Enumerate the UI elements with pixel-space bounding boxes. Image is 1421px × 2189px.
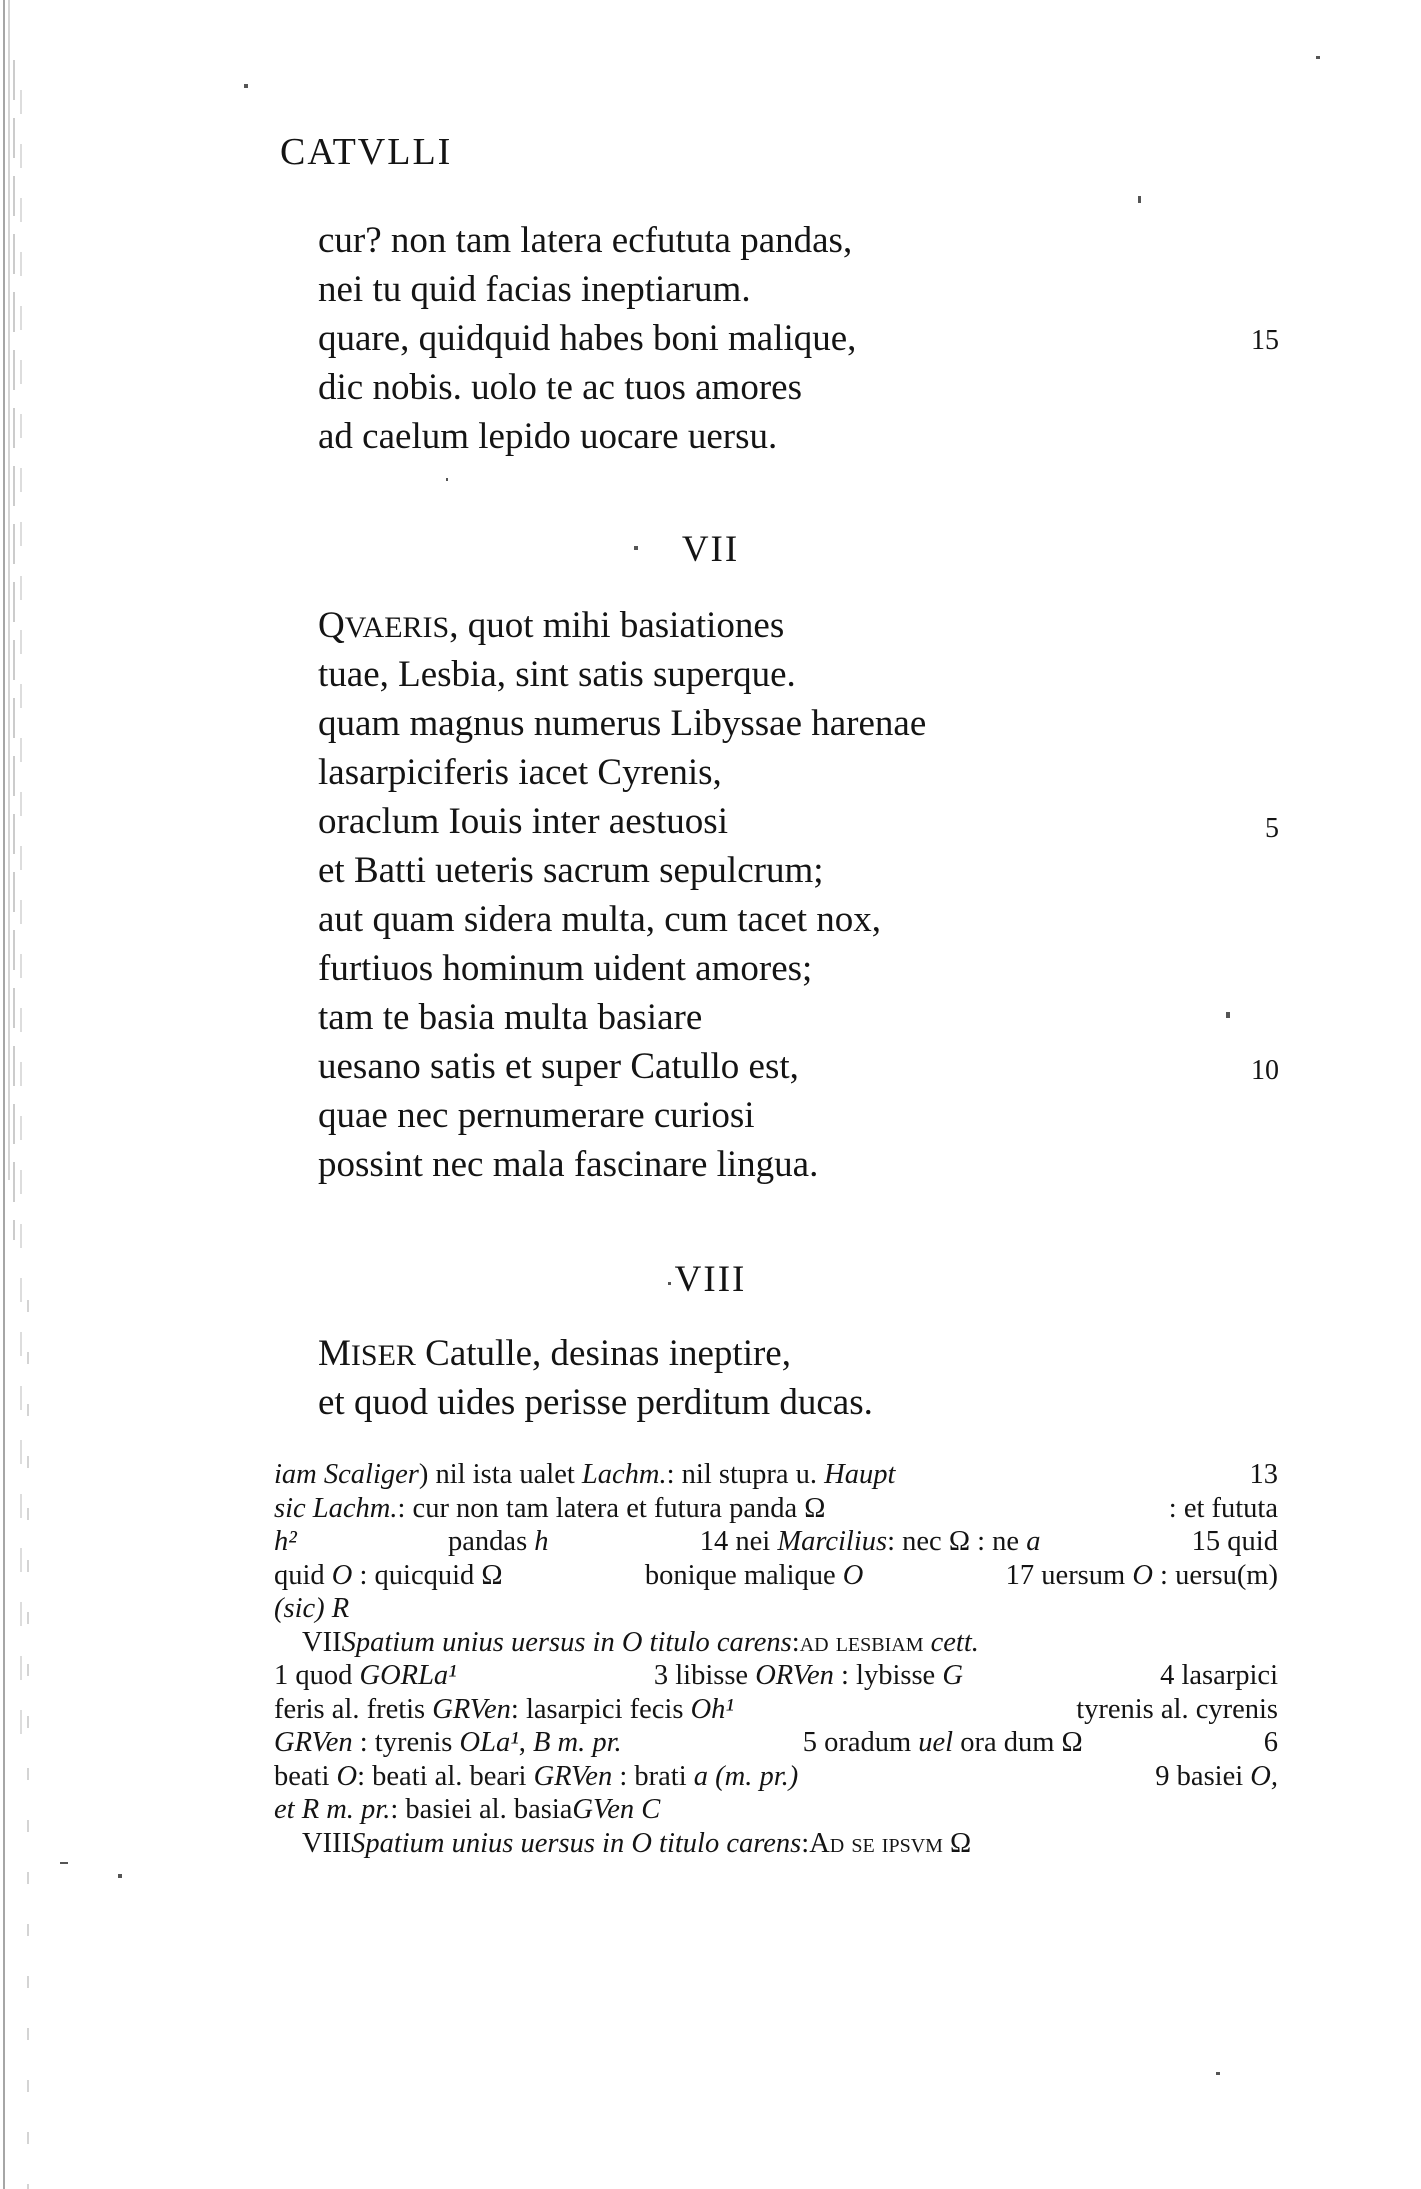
verse-line: tuae, Lesbia, sint satis superque. <box>318 654 796 695</box>
scan-speck <box>1216 2072 1220 2075</box>
verse-line-first <box>318 603 784 651</box>
apparatus-line: beati O: beati al. beari GRVen : brati a (m. pr.) 9 basiei O, <box>274 1760 1278 1792</box>
scan-speck <box>1226 1012 1230 1018</box>
verse-line: cur? non tam latera ecfututa pandas, <box>318 220 853 261</box>
poem-heading-viii: VIII <box>674 1259 747 1300</box>
apparatus-line: quid O : quicquid Ω bonique malique O 17 uersum O : uersu(m) <box>274 1559 1278 1591</box>
apparatus-line: feris al. fretis GRVen: lasarpici fecis Oh¹ tyrenis al. cyrenis <box>274 1693 1278 1725</box>
verse-line: quae nec pernumerare curiosi <box>318 1095 755 1136</box>
running-head: CATVLLI <box>280 131 453 173</box>
verse-line: lasarpiciferis iacet Cyrenis, <box>318 752 722 793</box>
initial-letter: M <box>318 1333 351 1374</box>
scan-speck <box>634 546 638 550</box>
first-line-rest: , quot mihi basiationes <box>449 605 785 646</box>
scan-speck <box>1138 196 1141 203</box>
apparatus-line: (sic) R <box>274 1593 350 1624</box>
scan-speck <box>446 478 448 481</box>
apparatus-line: sic Lachm.: cur non tam latera et futura panda Ω : et fututa <box>274 1492 1278 1524</box>
small-caps-word: ISER <box>350 1339 416 1372</box>
verse-line: aut quam sidera multa, cum tacet nox, <box>318 899 882 940</box>
verse-line: dic nobis. uolo te ac tuos amores <box>318 367 802 408</box>
verse-line-first <box>318 1331 791 1379</box>
line-number: 10 <box>1251 1055 1279 1086</box>
scan-speck <box>118 1874 122 1878</box>
verse-line: quam magnus numerus Libyssae harenae <box>318 703 927 744</box>
apparatus-line: et R m. pr. : basiei al. basia GVen C <box>274 1794 661 1825</box>
small-caps-word: VAERIS <box>344 611 450 644</box>
apparatus-line: VII Spatium unius uersus in O titulo carens : ad lesbiam cett. <box>302 1626 979 1658</box>
apparatus-line: iam Scaliger) nil ista ualet Lachm.: nil stupra u. Haupt 13 <box>274 1459 1278 1490</box>
verse-line: ad caelum lepido uocare uersu. <box>318 416 778 457</box>
initial-letter: Q <box>318 605 345 646</box>
verse-line: quare, quidquid habes boni malique, <box>318 318 857 359</box>
verse-line: furtiuos hominum uident amores; <box>318 948 813 989</box>
scan-speck <box>1316 56 1320 59</box>
verse-line: nei tu quid facias ineptiarum. <box>318 269 751 310</box>
line-number: 5 <box>1265 813 1279 844</box>
first-line-rest: Catulle, desinas ineptire, <box>415 1333 791 1374</box>
apparatus-line: GRVen : tyrenis OLa¹, B m. pr. 5 oradum uel ora dum Ω 6 <box>274 1727 1278 1758</box>
scan-speck <box>244 84 248 88</box>
verse-line: et quod uides perisse perditum ducas. <box>318 1382 873 1423</box>
verse-line: oraclum Iouis inter aestuosi <box>318 801 728 842</box>
verse-line: et Batti ueteris sacrum sepulcrum; <box>318 850 824 891</box>
poem-heading-vii: VII <box>681 529 740 570</box>
scan-speck <box>668 1282 671 1285</box>
scan-gutter-edge <box>0 0 34 2189</box>
verse-line: tam te basia multa basiare <box>318 997 703 1038</box>
apparatus-line: 1 quod GORLa¹ 3 libisse ORVen : lybisse G 4 lasarpici <box>274 1660 1278 1691</box>
scan-speck <box>60 1862 68 1864</box>
verse-line: uesano satis et super Catullo est, <box>318 1046 799 1087</box>
apparatus-line: h² pandas h 14 nei Marcilius: nec Ω : ne a 15 quid <box>274 1526 1278 1557</box>
line-number: 15 <box>1251 325 1279 356</box>
apparatus-line: VIII Spatium unius uersus in O titulo carens : Ad se ipsvm Ω <box>302 1827 972 1859</box>
verse-line: possint nec mala fascinare lingua. <box>318 1144 819 1185</box>
critical-apparatus <box>274 1458 1278 1860</box>
